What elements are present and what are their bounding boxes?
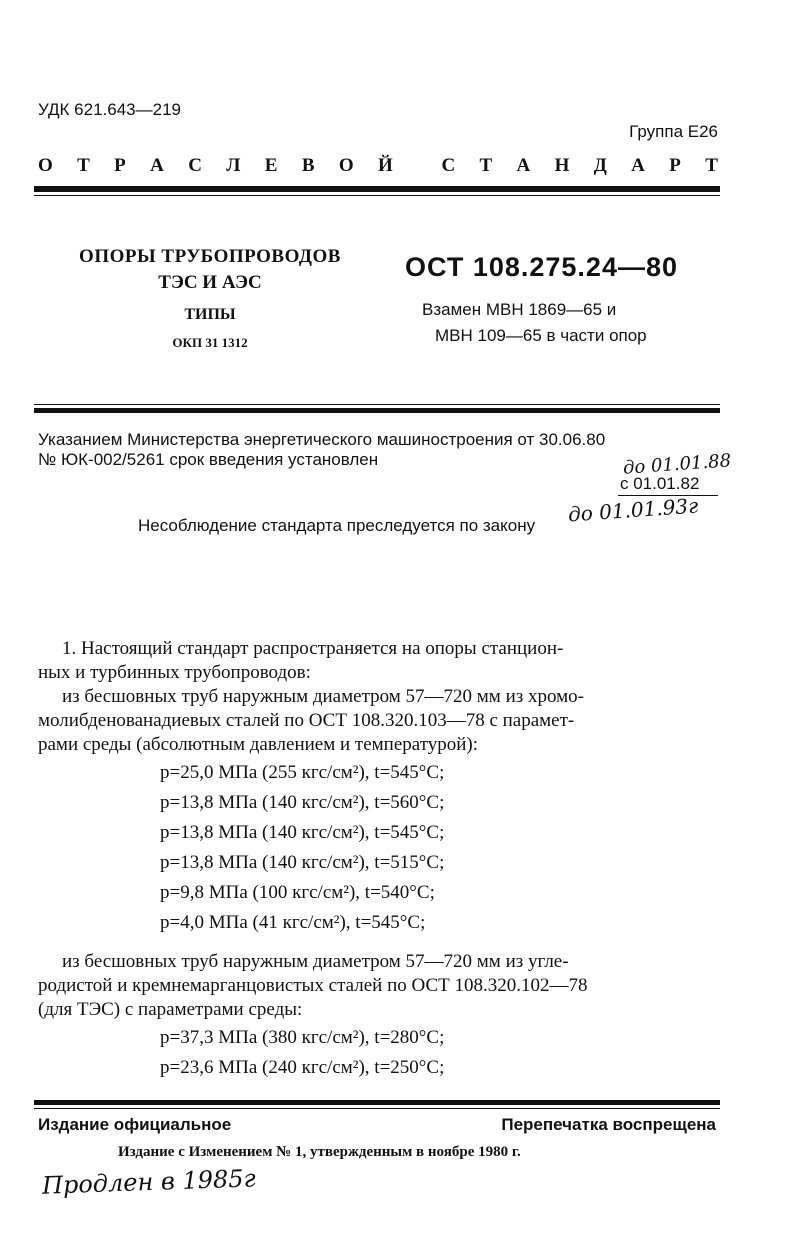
udk-code: УДК 621.643—219	[38, 100, 181, 119]
replaces-line-1: Взамен МВН 1869—65 и	[422, 300, 617, 319]
paragraph-2-line-3: рами среды (абсолютным давлением и температурой):	[38, 734, 479, 755]
amendment-note: Издание с Изменением № 1, утвержденным в ноябре 1980 г.	[118, 1144, 521, 1160]
title-line-3: ТИПЫ	[184, 306, 236, 323]
official-edition-label: Издание официальное	[38, 1115, 232, 1134]
footer-rule	[34, 1100, 720, 1105]
banner-letter: Й	[377, 155, 393, 176]
title-line-2: ТЭС И АЭС	[158, 272, 262, 293]
paragraph-2-line-2: молибденованадиевых сталей по ОСТ 108.320.103—78 с парамет-	[38, 710, 575, 731]
parameter-formula: р=37,3 МПа (380 кгс/см²), t=280°С;	[160, 1027, 445, 1048]
header-rule	[34, 186, 720, 192]
paragraph-1-line-2: ных и турбинных трубопроводов:	[38, 662, 311, 683]
reprint-prohibited-label: Перепечатка воспрещена	[501, 1115, 716, 1134]
title-line-1: ОПОРЫ ТРУБОПРОВОДОВ	[79, 246, 341, 267]
handwritten-extension-2: до 01.01.93г	[567, 493, 699, 527]
banner-letter: С	[441, 155, 456, 176]
banner-letter: В	[301, 155, 315, 176]
parameter-formula: р=4,0 МПа (41 кгс/см²), t=545°С;	[160, 912, 426, 933]
banner-letter: Д	[593, 155, 607, 176]
banner-letter: Т	[479, 155, 493, 176]
parameter-formula: р=13,8 МПа (140 кгс/см²), t=560°С;	[160, 792, 445, 813]
footer-rule-thin	[34, 1108, 720, 1109]
banner-letter: Р	[669, 155, 681, 176]
paragraph-3-line-3: (для ТЭС) с параметрами среды:	[38, 999, 303, 1020]
parameter-formula: р=13,8 МПа (140 кгс/см²), t=515°С;	[160, 852, 445, 873]
handwritten-signature: Продлен в 1985г	[41, 1164, 257, 1200]
banner-letter: Е	[264, 155, 278, 176]
paragraph-3-line-2: родистой и кремнемарганцовистых сталей по ОСТ 108.320.102—78	[38, 975, 588, 996]
banner-letter: А	[516, 155, 531, 176]
parameter-formula: р=25,0 МПа (255 кгс/см²), t=545°С;	[160, 762, 445, 783]
paragraph-1-line-1: 1. Настоящий стандарт распространяется на опоры станцион-	[62, 638, 564, 659]
banner-letter: Н	[554, 155, 570, 176]
decree-line-2: № ЮК-002/5261 срок введения установлен	[38, 450, 379, 469]
banner-letter: О	[38, 155, 53, 176]
banner-letter: О	[338, 155, 354, 176]
decree-line-1: Указанием Министерства энергетического машиностроения от 30.06.80	[38, 430, 606, 449]
section-rule	[34, 408, 720, 413]
effective-date: с 01.01.82	[620, 474, 700, 493]
banner-letter: Т	[77, 155, 90, 176]
paragraph-2-line-1: из бесшовных труб наружным диаметром 57—720 мм из хромо-	[62, 686, 584, 707]
banner-letter: А	[631, 155, 645, 176]
group-code: Группа Е26	[629, 122, 718, 141]
banner-letter: Л	[226, 155, 241, 176]
paragraph-3-line-1: из бесшовных труб наружным диаметром 57—720 мм из угле-	[62, 951, 569, 972]
section-rule-thin	[34, 404, 720, 405]
banner-letter: Р	[114, 155, 126, 176]
banner-letter: А	[150, 155, 164, 176]
standard-designation: ОСТ 108.275.24—80	[405, 252, 678, 282]
banner-letter: С	[188, 155, 202, 176]
standard-type-banner	[38, 155, 718, 177]
okp-code: ОКП 31 1312	[172, 335, 248, 350]
penalty-note: Несоблюдение стандарта преследуется по закону	[138, 516, 536, 535]
handwritten-extension: до 01.01.88	[622, 450, 732, 479]
replaces-line-2: МВН 109—65 в части опор	[435, 326, 647, 345]
parameter-formula: р=9,8 МПа (100 кгс/см²), t=540°С;	[160, 882, 435, 903]
header-rule-thin	[34, 195, 720, 196]
parameter-formula: р=23,6 МПа (240 кгс/см²), t=250°С;	[160, 1057, 445, 1078]
banner-letter: Т	[705, 155, 718, 176]
parameter-formula: р=13,8 МПа (140 кгс/см²), t=545°С;	[160, 822, 445, 843]
